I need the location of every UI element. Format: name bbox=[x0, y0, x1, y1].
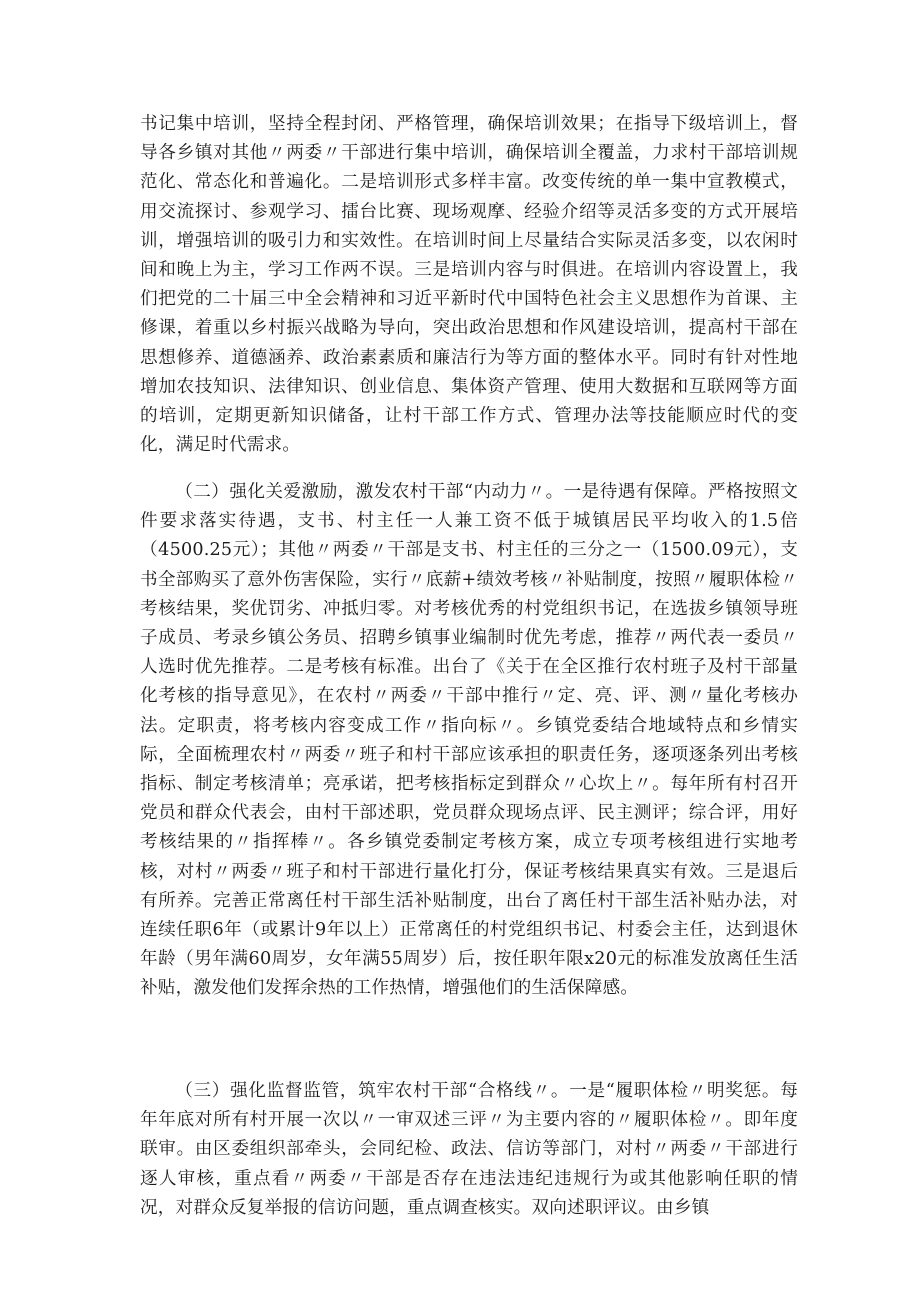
paragraph-training bbox=[140, 110, 798, 460]
paragraph-text: （二）强化关爱激励，激发农村干部“内动力〃。一是待遇有保障。严格按照文件要求落实待遇，支书、村主任一人兼工资不低于城镇居民平均收入的1.5倍（4500.25元）；其他〃两委〃干部是支书、村主任的三分之一（1500.09元），支书全部购买了意外伤害保险，实行〃底薪+绩效考核〃补贴制度，按照〃履职体检〃考核结果，奖优罚劣、冲抵归零。对考核优秀的村党组织书记，在选拔乡镇领导班子成员、考录乡镇公务员、招聘乡镇事业编制时优先考虑，推荐〃两代表一委员〃人选时优先推荐。二是考核有标准。出台了《关于在全区推行农村班子及村干部量化考核的指导意见》，在农村〃两委〃干部中推行〃定、亮、评、测〃量化考核办法。定职责，将考核内容变成工作〃指向标〃。乡镇党委结合地域特点和乡情实际，全面梳理农村〃两委〃班子和村干部应该承担的职责任务，逐项逐条列出考核指标、制定考核清单；亮承诺，把考核指标定到群众〃心坎上〃。每年所有村召开党员和群众代表会，由村干部述职，党员群众现场点评、民主测评；综合评，用好考核结果的〃指挥棒〃。各乡镇党委制定考核方案，成立专项考核组进行实地考核，对村〃两委〃班子和村干部进行量化打分，保证考核结果真实有效。三是退后有所养。完善正常离任村干部生活补贴制度，出台了离任村干部生活补贴办法，对连续任职6年（或累计9年以上）正常离任的村党组织书记、村委会主任，达到退休年龄（男年满60周岁，女年满55周岁）后，按任职年限x20元的标准发放离任生活补贴，激发他们发挥余热的工作热情，增强他们的生活保障感。 bbox=[140, 482, 798, 999]
paragraph-care-incentive bbox=[140, 478, 798, 1004]
paragraph-text: 书记集中培训，坚持全程封闭、严格管理，确保培训效果；在指导下级培训上，督导各乡镇对其他〃两委〃干部进行集中培训，确保培训全覆盖，力求村干部培训规范化、常态化和普遍化。二是培训形式多样丰富。改变传统的单一集中宣教模式，用交流探讨、参观学习、擂台比赛、现场观摩、经验介绍等灵活多变的方式开展培训，增强培训的吸引力和实效性。在培训时间上尽量结合实际灵活多变，以农闲时间和晚上为主，学习工作两不误。三是培训内容与时俱进。在培训内容设置上，我们把党的二十届三中全会精神和习近平新时代中国特色社会主义思想作为首课、主修课，着重以乡村振兴战略为导向，突出政治思想和作风建设培训，提高村干部在思想修养、道德涵养、政治素素质和廉洁行为等方面的整体水平。同时有针对性地增加农技知识、法律知识、创业信息、集体资产管理、使用大数据和互联网等方面的培训，定期更新知识储备，让村干部工作方式、管理办法等技能顺应时代的变化，满足时代需求。 bbox=[140, 114, 798, 456]
paragraph-supervision bbox=[140, 1077, 798, 1223]
paragraph-text: （三）强化监督监管，筑牢农村干部“合格线〃。一是“履职体检〃明奖惩。每年年底对所有村开展一次以〃一审双述三评〃为主要内容的〃履职体检〃。即年度联审。由区委组织部牵头，会同纪检、政法、信访等部门，对村〃两委〃干部进行逐人审核，重点看〃两委〃干部是否存在违法违纪违规行为或其他影响任职的情况，对群众反复举报的信访问题，重点调查核实。双向述职评议。由乡镇 bbox=[140, 1081, 798, 1218]
